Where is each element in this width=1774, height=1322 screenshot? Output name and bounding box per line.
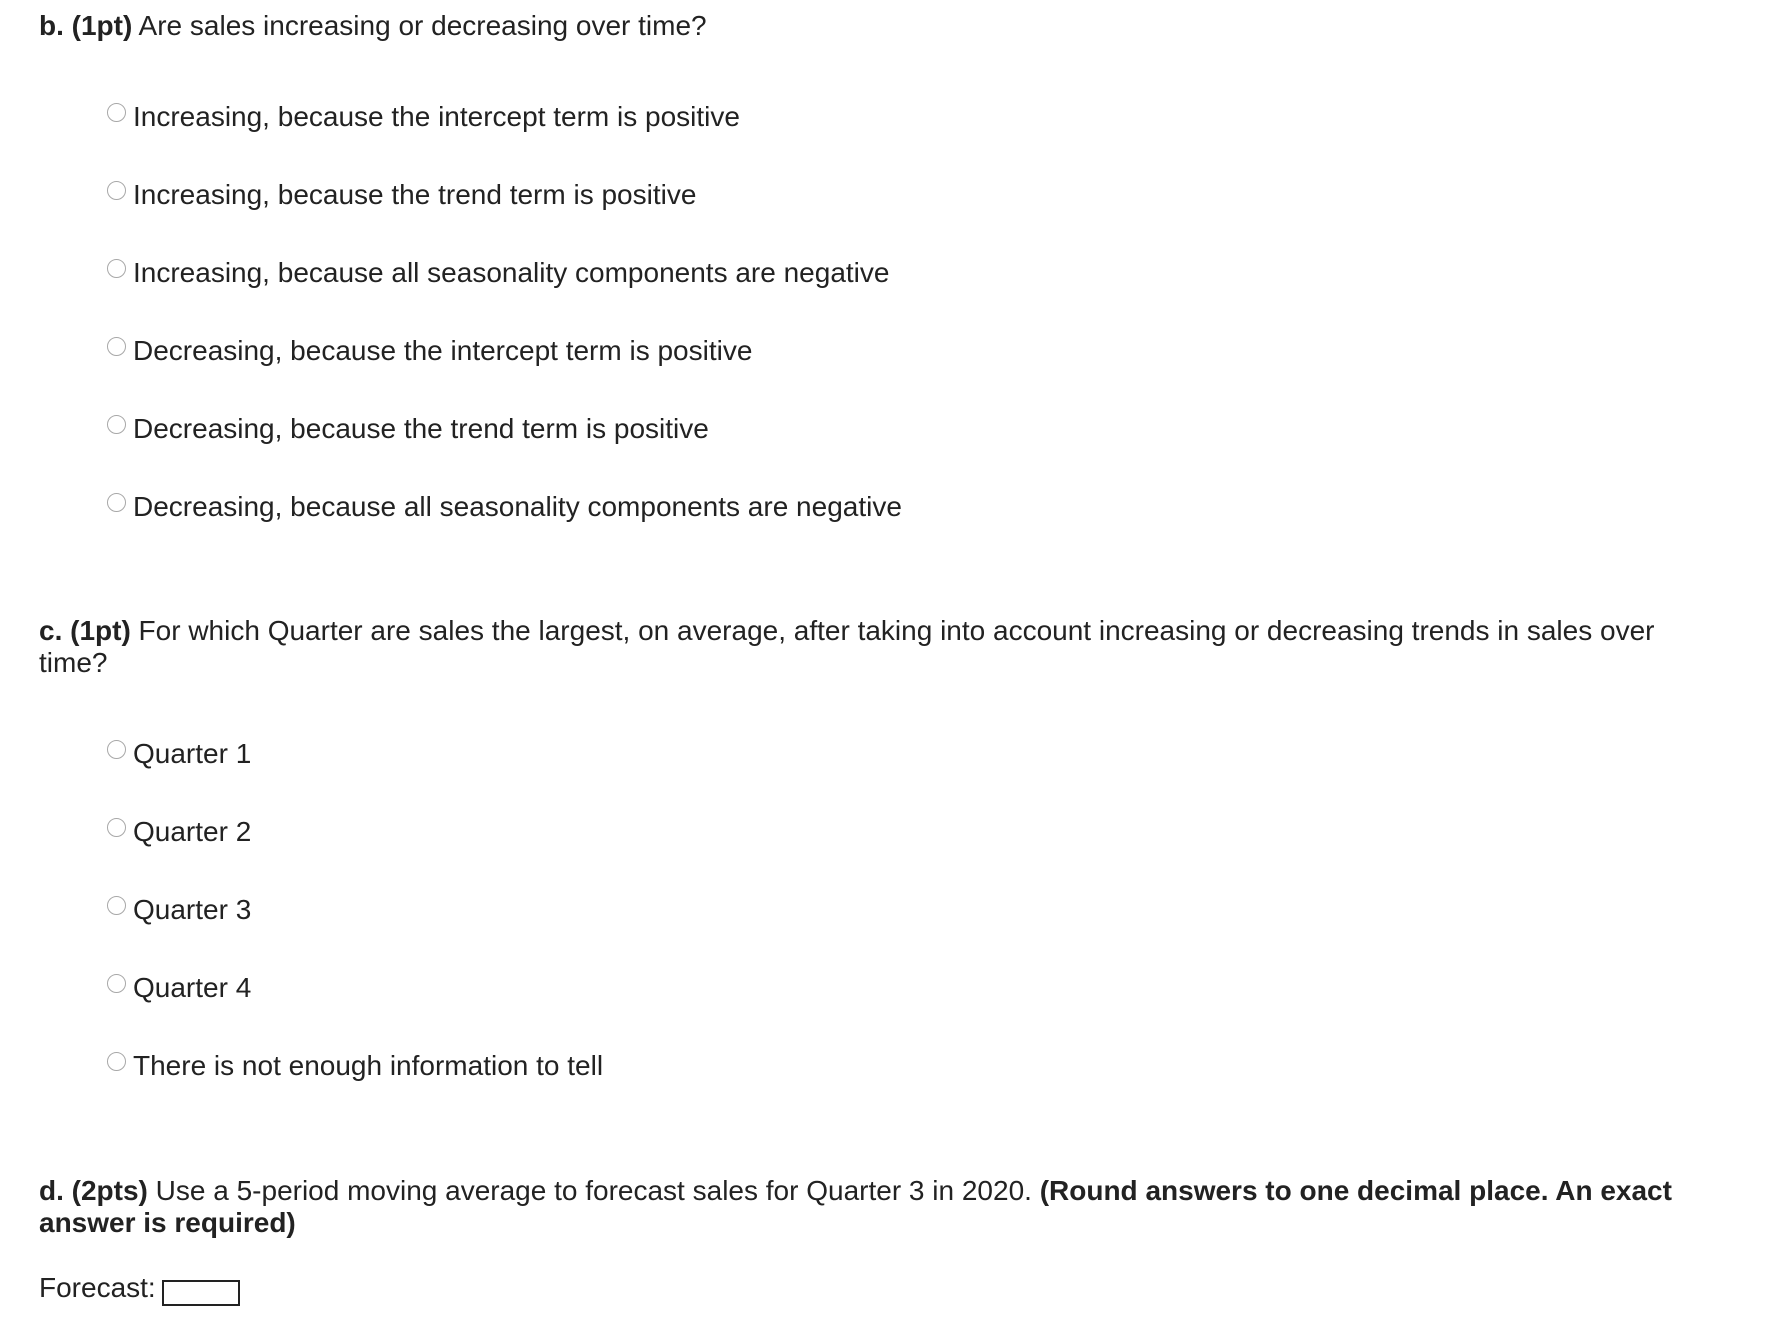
radio-button[interactable] bbox=[107, 259, 126, 278]
option-label: Decreasing, because the trend term is positive bbox=[133, 413, 709, 444]
question-b-option-2[interactable] bbox=[107, 175, 696, 215]
radio-button[interactable] bbox=[107, 415, 126, 434]
option-label: Increasing, because all seasonality components are negative bbox=[133, 257, 890, 288]
radio-button[interactable] bbox=[107, 1052, 126, 1071]
question-b-label: b. (1pt) bbox=[39, 10, 133, 41]
radio-button[interactable] bbox=[107, 493, 126, 512]
question-c-prompt bbox=[39, 615, 1679, 679]
radio-button[interactable] bbox=[107, 181, 126, 200]
question-b-text: Are sales increasing or decreasing over time? bbox=[132, 10, 707, 41]
question-c-option-5[interactable] bbox=[107, 1046, 603, 1086]
radio-button[interactable] bbox=[107, 337, 126, 356]
question-b-option-4[interactable] bbox=[107, 331, 752, 371]
option-label: Increasing, because the trend term is positive bbox=[133, 179, 697, 210]
question-c-option-2[interactable] bbox=[107, 812, 251, 852]
question-c-option-4[interactable] bbox=[107, 968, 251, 1008]
question-b-option-6[interactable] bbox=[107, 487, 902, 527]
option-label: There is not enough information to tell bbox=[133, 1050, 604, 1081]
radio-button[interactable] bbox=[107, 974, 126, 993]
question-b-option-1[interactable] bbox=[107, 97, 740, 137]
option-label: Quarter 3 bbox=[133, 894, 252, 925]
radio-button[interactable] bbox=[107, 740, 126, 759]
forecast-input[interactable] bbox=[162, 1280, 240, 1306]
question-b-option-3[interactable] bbox=[107, 253, 889, 293]
forecast-row bbox=[39, 1272, 240, 1304]
question-d-label: d. (2pts) bbox=[39, 1175, 148, 1206]
question-c-label: c. (1pt) bbox=[39, 615, 131, 646]
option-label: Decreasing, because all seasonality components are negative bbox=[133, 491, 902, 522]
question-c-option-1[interactable] bbox=[107, 734, 251, 774]
radio-button[interactable] bbox=[107, 896, 126, 915]
question-c-option-3[interactable] bbox=[107, 890, 251, 930]
question-c-text: For which Quarter are sales the largest, on average, after taking into account increasing or decreasing trends in sales over time? bbox=[39, 615, 1655, 678]
option-label: Quarter 2 bbox=[133, 816, 252, 847]
question-b-prompt bbox=[39, 10, 1679, 42]
option-label: Quarter 4 bbox=[133, 972, 252, 1003]
question-b-option-5[interactable] bbox=[107, 409, 709, 449]
forecast-label: Forecast: bbox=[39, 1272, 156, 1303]
option-label: Quarter 1 bbox=[133, 738, 252, 769]
radio-button[interactable] bbox=[107, 818, 126, 837]
question-d-text: Use a 5-period moving average to forecast sales for Quarter 3 in 2020. bbox=[147, 1175, 1040, 1206]
option-label: Decreasing, because the intercept term is positive bbox=[133, 335, 753, 366]
radio-button[interactable] bbox=[107, 103, 126, 122]
question-d-prompt bbox=[39, 1175, 1679, 1239]
question-d-instruction: (Round answers to one decimal place. An exact answer is required) bbox=[39, 1175, 1672, 1238]
option-label: Increasing, because the intercept term is positive bbox=[133, 101, 740, 132]
